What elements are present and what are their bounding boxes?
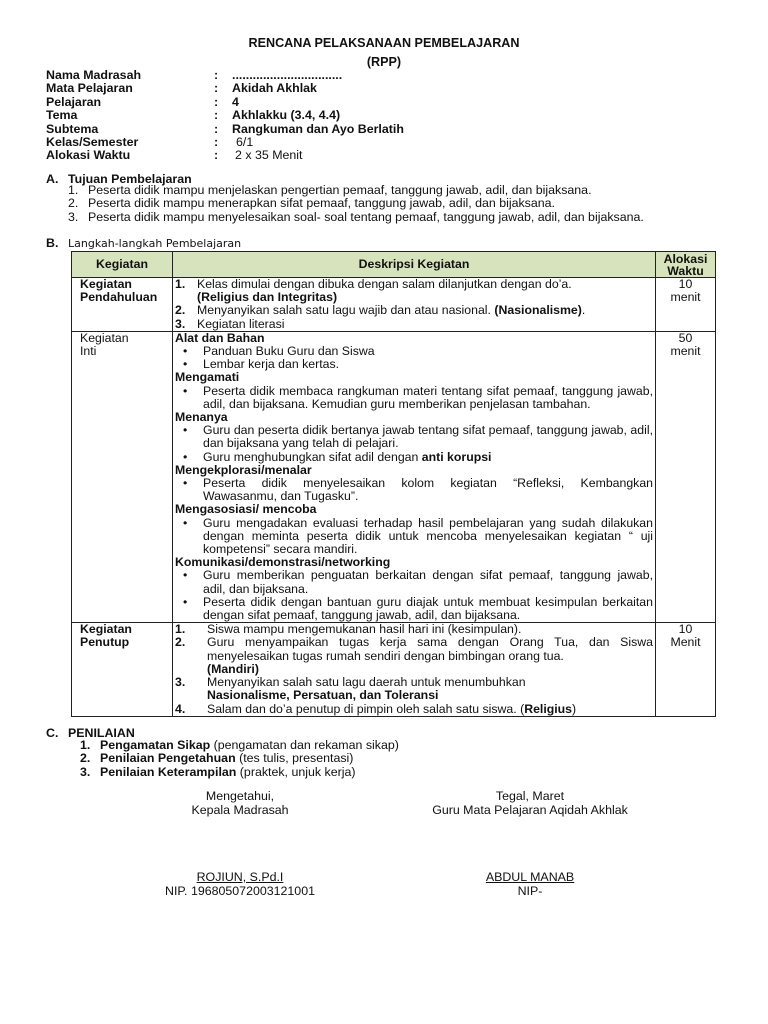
list-item: • Lembar kerja dan kertas. (183, 357, 340, 372)
identity-key: Subtema (46, 121, 99, 136)
subheading: Alat dan Bahan (175, 330, 265, 345)
list-item: • Guru memberikan penguatan berkaitan dengan sifat pemaaf, tanggung jawab, adil, dan bijaksana. (183, 568, 653, 596)
header-deskripsi: Deskripsi Kegiatan (173, 252, 656, 278)
list-item: • Panduan Buku Guru dan Siswa (183, 344, 375, 359)
identity-row (46, 123, 546, 136)
list-item: 2. Menyanyikan salah satu lagu wajib dan atau nasional. (Nasionalisme). (175, 303, 586, 318)
identity-key: Mata Pelajaran (46, 81, 133, 96)
identity-key: Pelajaran (46, 94, 102, 109)
list-item: 3. Peserta didik mampu menyelesaikan soal- soal tentang pemaaf, tanggung jawab, adil, dan bijaksana. (68, 209, 644, 224)
signature-right: Tegal, Maret Guru Mata Pelajaran Aqidah Akhlak ABDUL MANAB NIP- (410, 789, 650, 898)
list-item: 4. Salam dan do’a penutup di pimpin oleh salah satu siswa. (Religius) (175, 701, 577, 716)
identity-colon: : (214, 108, 219, 123)
list-item: • Peserta didik dengan bantuan guru diajak untuk membuat kesimpulan berkaitan dengan sifat pemaaf, tanggung jawab, adil, dan bijaksana. (183, 594, 653, 623)
identity-row (46, 149, 546, 162)
subheading: Mengasosiasi/ mencoba (175, 502, 317, 517)
list-item: 3. Penilaian Keterampilan (praktek, unjuk kerja) (80, 764, 356, 779)
subheading: Mengamati (175, 370, 240, 385)
section-b-label: B. (46, 236, 59, 250)
row-description (173, 278, 656, 332)
identity-value: Akhlakku (3.4, 4.4) (232, 108, 341, 123)
identity-colon: : (214, 81, 219, 96)
identity-value: Rangkuman dan Ayo Berlatih (232, 121, 404, 136)
signer-nip: NIP. 196805072003121001 (165, 884, 315, 898)
value-tag: (Religius dan Integritas) (197, 290, 338, 305)
identity-key: Kelas/Semester (46, 134, 139, 149)
assessment-list (80, 739, 399, 779)
identity-value: Akidah Akhlak (232, 81, 317, 96)
list-item: • Peserta didik membaca rangkuman materi tentang sifat pemaaf, tanggung jawab, adil, dan bijaksana. Kemudian guru memberikan penjelasan tambahan. (183, 383, 653, 411)
identity-colon: : (214, 68, 219, 82)
row-description (173, 623, 656, 716)
signer-name: ROJIUN, S.Pd.I (196, 870, 284, 884)
header-kegiatan: Kegiatan (72, 252, 173, 278)
signer-nip: NIP- (517, 884, 543, 898)
list-item: 2. Penilaian Pengetahuan (tes tulis, presentasi) (80, 751, 354, 766)
list-item: 1. Peserta didik mampu menjelaskan pengertian pemaaf, tanggung jawab, adil, dan bijaksana. (68, 183, 592, 197)
list-item: 1. Kelas dimulai dengan dibuka dengan salam dilanjutkan dengan do’a. (175, 277, 572, 291)
identity-block (46, 69, 546, 163)
list-item: • Peserta didik menyelesaikan kolom kegiatan “Refleksi, Kembangkan Wawasanmu, dan Tugasku”. (183, 476, 653, 504)
activities-table (71, 251, 716, 717)
document-title: RENCANA PELAKSANAAN PEMBELAJARAN (248, 36, 520, 50)
list-item: • Guru dan peserta didik bertanya jawab tentang sifat pemaaf, tanggung jawab, adil, dan bijaksana yang telah di pelajari. (183, 423, 653, 451)
list-item: • Guru menghubungkan sifat adil dengan anti korupsi (183, 449, 492, 464)
section-a-title: Tujuan Pembelajaran (68, 172, 192, 186)
identity-row (46, 136, 546, 149)
list-item: 2. Peserta didik mampu menerapkan sifat pemaaf, tanggung jawab, adil, dan bijaksana. (68, 196, 555, 211)
identity-value: 4 (232, 94, 239, 109)
list-item: 3. Kegiatan literasi (175, 316, 285, 331)
identity-value: 6/1 (236, 134, 254, 149)
section-a-label: A. (46, 172, 59, 186)
section-b-title: Langkah-langkah Pembelajaran (68, 237, 242, 250)
row-time: 10 menit (656, 278, 716, 332)
section-c-title: PENILAIAN (68, 726, 135, 740)
objectives-list (68, 184, 644, 224)
row-description (173, 331, 656, 622)
identity-colon: : (214, 134, 219, 149)
identity-row (46, 82, 546, 95)
row-label: Kegiatan Pendahuluan (72, 278, 173, 332)
identity-key: Tema (46, 108, 78, 123)
identity-value: ................................ (232, 68, 343, 82)
table-row (72, 331, 716, 622)
subheading: Menanya (175, 410, 228, 425)
subheading: Komunikasi/demonstrasi/networking (175, 555, 391, 570)
identity-colon: : (214, 94, 219, 109)
header-alokasi: Alokasi Waktu (656, 252, 716, 278)
signer-name: ABDUL MANAB (485, 870, 575, 884)
signature-left: Mengetahui, Kepala Madrasah ROJIUN, S.Pd.I NIP. 196805072003121001 (140, 789, 340, 898)
section-c-label: C. (46, 726, 59, 740)
row-time: 50 menit (656, 331, 716, 622)
table-row (72, 623, 716, 716)
identity-value: 2 x 35 Menit (235, 148, 303, 163)
section-b-heading (46, 236, 241, 250)
row-label: Kegiatan Penutup (72, 623, 173, 716)
list-item: 1. Siswa mampu mengemukanan hasil hari ini (kesimpulan). (175, 622, 522, 637)
row-time: 10 Menit (656, 623, 716, 716)
list-item: 3. Menyanyikan salah satu lagu daerah untuk menumbuhkan Nasionalisme, Persatuan, dan Toleransi (175, 675, 526, 703)
list-item: • Guru mengadakan evaluasi terhadap hasil pembelajaran yang sudah dilakukan dengan meminta peserta didik untuk mencoba menyelesaikan kegiatan “ uji kompetensi” secara mandiri. (183, 515, 653, 557)
row-label: Kegiatan Inti (72, 331, 173, 622)
document-subtitle: (RPP) (366, 55, 402, 69)
identity-key: Nama Madrasah (46, 68, 142, 82)
identity-colon: : (214, 148, 219, 163)
subheading: Mengekplorasi/menalar (175, 462, 312, 477)
identity-key: Alokasi Waktu (46, 148, 131, 163)
list-item: 1. Pengamatan Sikap (pengamatan dan rekaman sikap) (80, 738, 399, 752)
identity-row (46, 69, 546, 82)
identity-row (46, 109, 546, 122)
identity-colon: : (214, 121, 219, 136)
table-header-row (72, 252, 716, 278)
list-item: 2. Guru menyampaikan tugas kerja sama dengan Orang Tua, dan Siswa menyelesaikan tugas rumah sendiri dengan bimbingan orang tua. (Mandiri) (175, 635, 653, 676)
identity-row (46, 96, 546, 109)
table-row (72, 278, 716, 332)
